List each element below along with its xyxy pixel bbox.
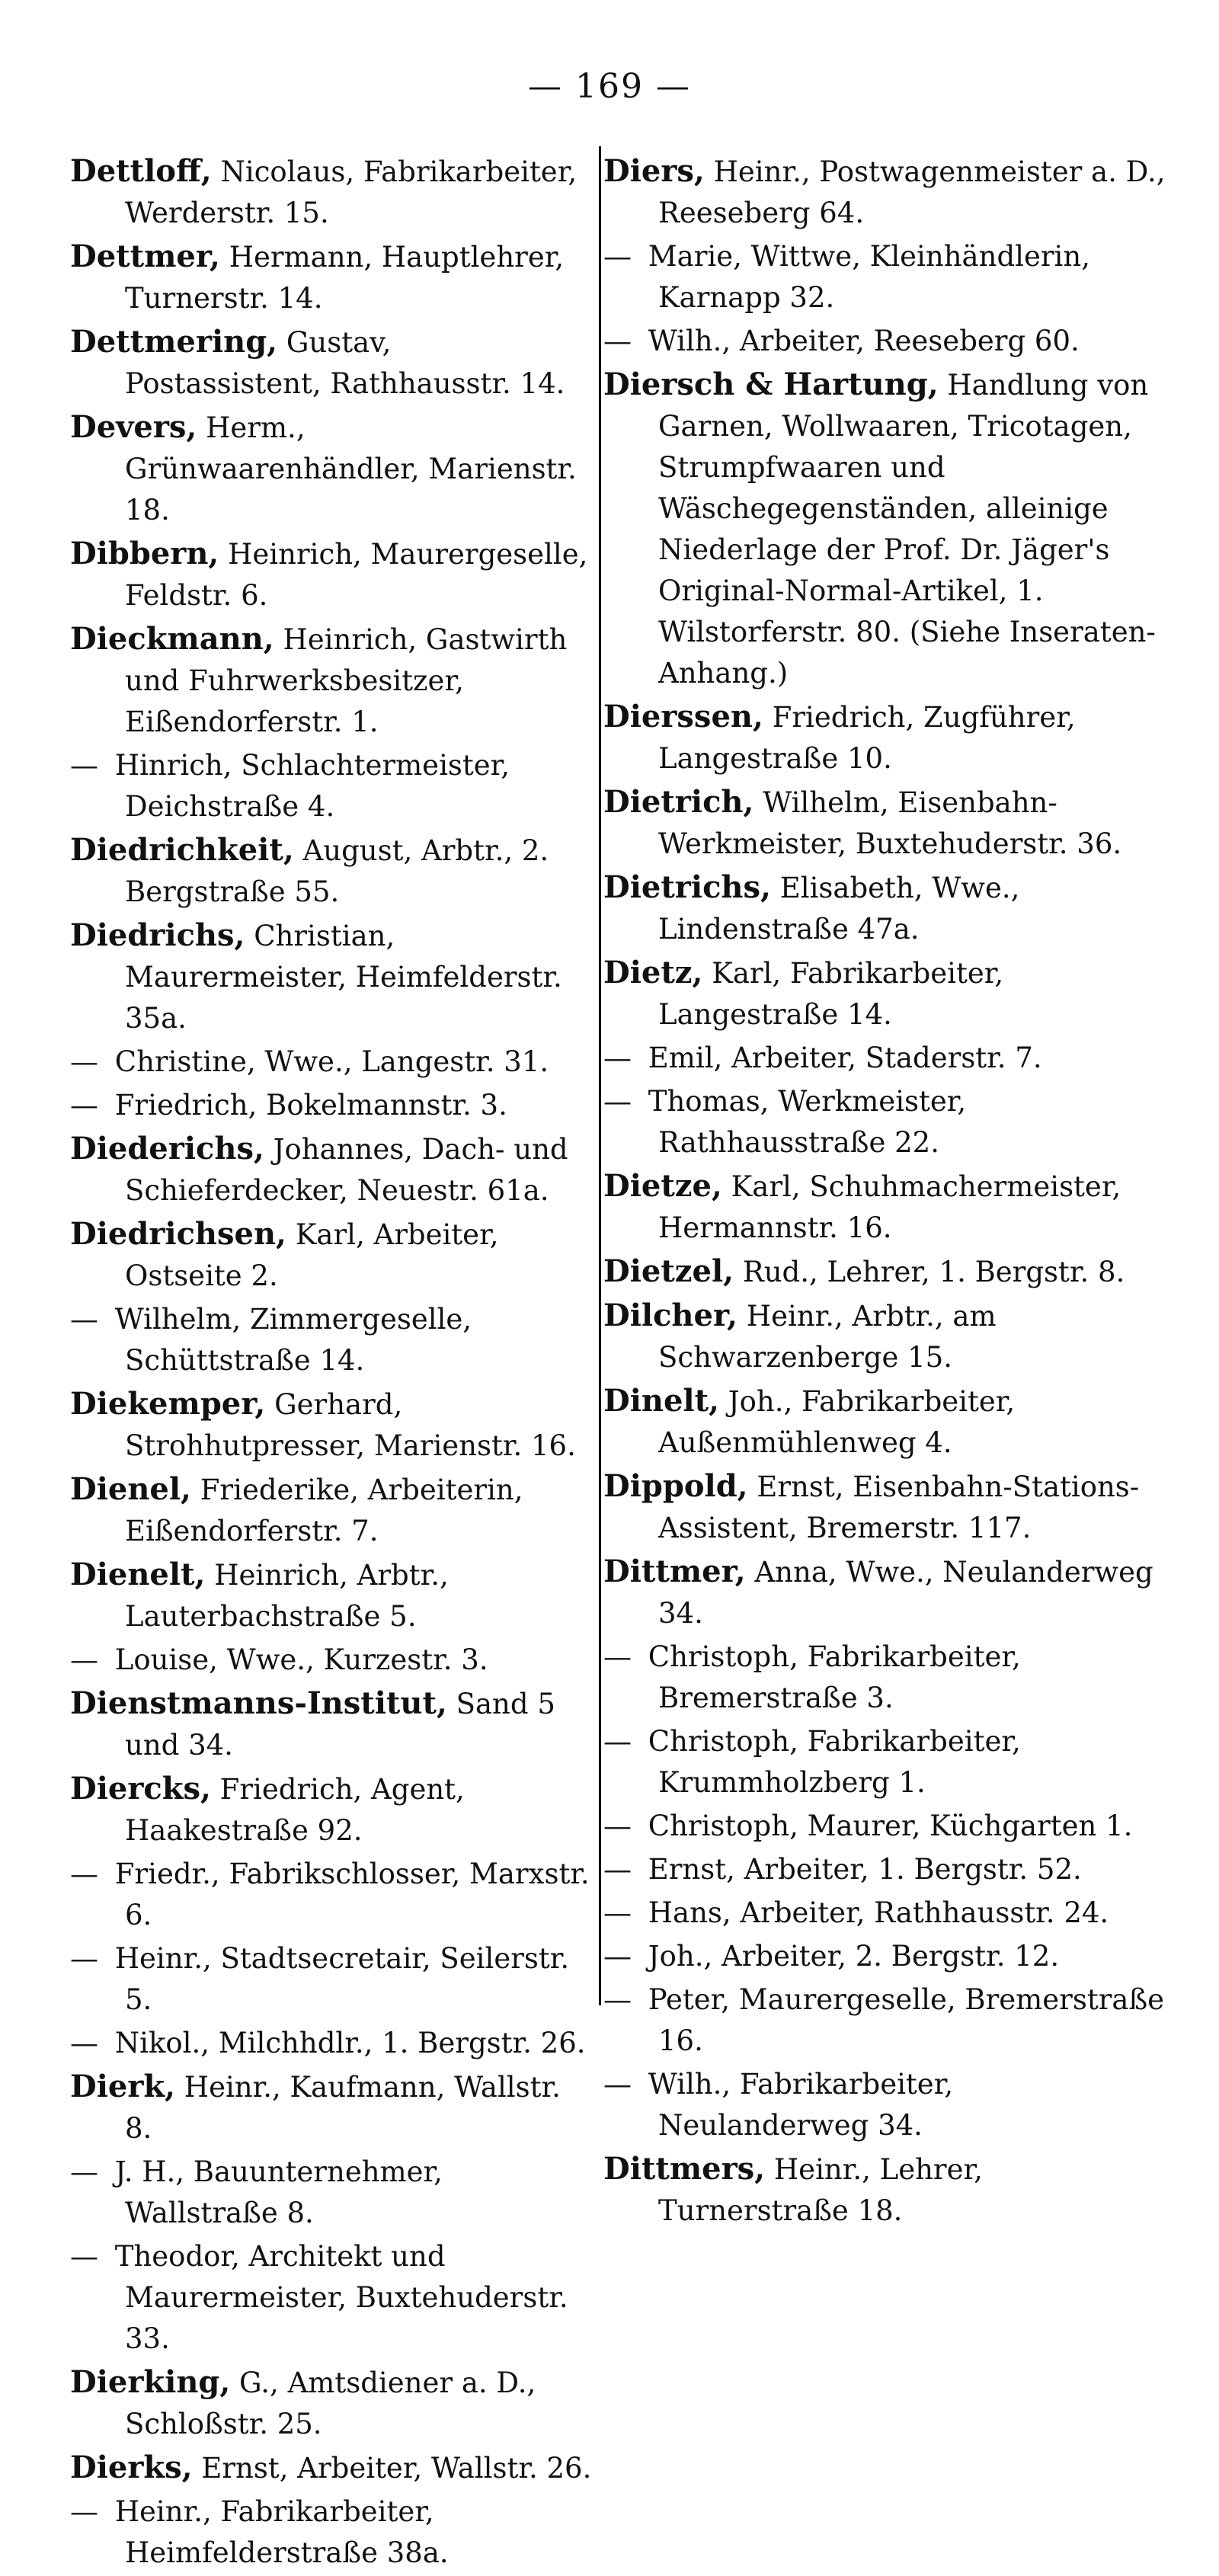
directory-entry bbox=[603, 2064, 1167, 2146]
directory-entry bbox=[70, 1554, 596, 1637]
ditto-dash: — bbox=[603, 1896, 632, 1929]
directory-entry bbox=[70, 1128, 596, 1211]
directory-entry bbox=[70, 2491, 596, 2574]
entry-details: Heinr., Fabrikarbeiter, Heimfelderstraße 38a. bbox=[106, 2495, 449, 2569]
entry-name: Dinelt, bbox=[603, 1383, 720, 1419]
directory-entry bbox=[603, 1038, 1167, 1079]
directory-entry bbox=[70, 1384, 596, 1467]
entry-details: Christoph, Maurer, Küchgarten 1. bbox=[639, 1810, 1133, 1842]
directory-entry bbox=[603, 1806, 1167, 1847]
entry-name: Dippold, bbox=[603, 1468, 748, 1504]
directory-entry bbox=[603, 151, 1167, 234]
entry-name: Dierk, bbox=[70, 2069, 176, 2104]
entry-details: Heinr., Postwagenmeister a. D., Reeseberg 64. bbox=[658, 155, 1166, 229]
directory-entry bbox=[70, 322, 596, 405]
directory-entry bbox=[70, 151, 596, 234]
entry-name: Dettmer, bbox=[70, 238, 220, 274]
ditto-dash: — bbox=[70, 1089, 98, 1122]
entry-name: Devers, bbox=[70, 409, 197, 445]
entry-details: Louise, Wwe., Kurzestr. 3. bbox=[106, 1643, 488, 1676]
entry-details: Hinrich, Schlachtermeister, Deichstraße 4. bbox=[106, 749, 510, 823]
entry-details: Sand 5 und 34. bbox=[125, 1688, 555, 1762]
ditto-dash: — bbox=[70, 1303, 98, 1336]
entry-details: Elisabeth, Wwe., Lindenstraße 47a. bbox=[658, 872, 1020, 946]
directory-entry bbox=[70, 1938, 596, 2021]
directory-entry bbox=[603, 1979, 1167, 2062]
entry-details: Christoph, Fabrikarbeiter, Bremerstraße 3. bbox=[639, 1640, 1021, 1714]
entry-details: Thomas, Werkmeister, Rathhausstraße 22. bbox=[639, 1085, 967, 1159]
directory-entry bbox=[603, 1721, 1167, 1803]
ditto-dash: — bbox=[70, 2240, 98, 2273]
entry-details: Nikol., Milchhdlr., 1. Bergstr. 26. bbox=[106, 2027, 586, 2059]
entry-name: Diercks, bbox=[70, 1771, 211, 1806]
entry-name: Dibbern, bbox=[70, 536, 219, 571]
directory-entry bbox=[70, 236, 596, 319]
directory-entry bbox=[603, 782, 1167, 865]
entry-name: Dilcher, bbox=[603, 1298, 738, 1333]
directory-entry bbox=[70, 1768, 596, 1851]
entry-details: Ernst, Arbeiter, 1. Bergstr. 52. bbox=[639, 1853, 1082, 1886]
directory-entry bbox=[70, 1640, 596, 1681]
entry-name: Dietrich, bbox=[603, 784, 754, 820]
entry-details: Friedrich, Zugführer, Langestraße 10. bbox=[658, 701, 1076, 775]
entry-details: Joh., Arbeiter, 2. Bergstr. 12. bbox=[639, 1940, 1060, 1973]
directory-entry bbox=[70, 533, 596, 616]
ditto-dash: — bbox=[70, 1858, 98, 1890]
entry-details: Friedrich, Agent, Haakestraße 92. bbox=[125, 1773, 465, 1847]
directory-entry bbox=[70, 1854, 596, 1936]
directory-entry bbox=[603, 696, 1167, 779]
directory-entry bbox=[70, 1299, 596, 1381]
entry-details: Heinrich, Gastwirth und Fuhrwerksbesitzer, Eißendorferstr. 1. bbox=[125, 623, 568, 738]
entry-details: Rud., Lehrer, 1. Bergstr. 8. bbox=[734, 1256, 1125, 1288]
entry-details: Friederike, Arbeiterin, Eißendorferstr. 7. bbox=[125, 1474, 523, 1547]
entry-name: Dienel, bbox=[70, 1471, 191, 1507]
directory-entry bbox=[603, 1081, 1167, 1163]
entry-details: Gustav, Postassistent, Rathhausstr. 14. bbox=[125, 326, 565, 400]
entry-details: August, Arbtr., 2. Bergstraße 55. bbox=[125, 834, 549, 908]
entry-name: Dietze, bbox=[603, 1168, 722, 1204]
ditto-dash: — bbox=[603, 1042, 632, 1074]
directory-entry bbox=[70, 745, 596, 827]
directory-entry bbox=[70, 2362, 596, 2445]
entry-details: J. H., Bauunternehmer, Wallstraße 8. bbox=[106, 2155, 443, 2229]
ditto-dash: — bbox=[603, 2068, 632, 2101]
directory-entry bbox=[603, 1893, 1167, 1934]
entry-details: Theodor, Architekt und Maurermeister, Buxtehuderstr. 33. bbox=[106, 2240, 568, 2355]
entry-details: Marie, Wittwe, Kleinhändlerin, Karnapp 32. bbox=[639, 240, 1090, 314]
entry-name: Dittmer, bbox=[603, 1554, 746, 1589]
entry-details: Handlung von Garnen, Wollwaaren, Tricotagen, Strumpfwaaren und Wäschegegenständen, alleinige Niederlage der Prof. Dr. Jäger's Original-Normal-Artikel, 1. Wilstorferstr. 80. (Siehe Inseraten-Anhang.) bbox=[658, 369, 1156, 690]
ditto-dash: — bbox=[603, 1725, 632, 1758]
entry-details: Herm., Grünwaarenhändler, Marienstr. 18. bbox=[125, 411, 577, 526]
directory-entry bbox=[70, 1214, 596, 1297]
entry-details: G., Amtsdiener a. D., Schloßstr. 25. bbox=[125, 2366, 536, 2440]
directory-entry bbox=[603, 1637, 1167, 1719]
entry-details: Wilhelm, Zimmergeselle, Schüttstraße 14. bbox=[106, 1303, 472, 1377]
right-column bbox=[603, 151, 1167, 2234]
entry-name: Dietzel, bbox=[603, 1253, 734, 1289]
left-column bbox=[70, 151, 596, 2576]
entry-details: Hans, Arbeiter, Rathhausstr. 24. bbox=[639, 1896, 1109, 1929]
entry-details: Karl, Arbeiter, Ostseite 2. bbox=[125, 1218, 499, 1292]
entry-name: Dienstmanns-Institut, bbox=[70, 1685, 447, 1721]
entry-name: Diers, bbox=[603, 153, 705, 189]
directory-entry bbox=[70, 619, 596, 743]
directory-entry bbox=[70, 1469, 596, 1552]
entry-details: Heinr., Lehrer, Turnerstraße 18. bbox=[658, 2153, 983, 2227]
directory-entry bbox=[603, 321, 1167, 362]
entry-name: Diedrichs, bbox=[70, 917, 245, 953]
entry-name: Dierks, bbox=[70, 2450, 193, 2485]
entry-details: Johannes, Dach- und Schieferdecker, Neuestr. 61a. bbox=[125, 1133, 568, 1207]
directory-entry bbox=[603, 1466, 1167, 1549]
directory-entry bbox=[603, 1551, 1167, 1634]
entry-details: Heinr., Arbtr., am Schwarzenberge 15. bbox=[658, 1300, 997, 1374]
directory-entry bbox=[70, 2023, 596, 2064]
entry-name: Dettmering, bbox=[70, 324, 278, 360]
entry-name: Dierking, bbox=[70, 2364, 231, 2400]
entry-details: Anna, Wwe., Neulanderweg 34. bbox=[658, 1556, 1153, 1630]
entry-details: Heinr., Stadtsecretair, Seilerstr. 5. bbox=[106, 1942, 570, 2016]
directory-entry bbox=[70, 2447, 596, 2489]
entry-details: Ernst, Eisenbahn-Stations-Assistent, Bremerstr. 117. bbox=[658, 1470, 1140, 1544]
entry-details: Friedrich, Bokelmannstr. 3. bbox=[106, 1089, 507, 1122]
entry-details: Karl, Fabrikarbeiter, Langestraße 14. bbox=[658, 957, 1004, 1031]
ditto-dash: — bbox=[603, 1085, 632, 1118]
entry-details: Heinrich, Arbtr., Lauterbachstraße 5. bbox=[125, 1559, 449, 1633]
entry-name: Diederichs, bbox=[70, 1131, 264, 1166]
entry-name: Dienelt, bbox=[70, 1557, 206, 1592]
directory-entry bbox=[603, 867, 1167, 950]
directory-entry bbox=[603, 236, 1167, 318]
entry-name: Dierssen, bbox=[603, 699, 763, 734]
directory-entry bbox=[70, 1085, 596, 1126]
directory-entry bbox=[603, 1251, 1167, 1293]
entry-name: Dietrichs, bbox=[603, 869, 771, 905]
entry-details: Christoph, Fabrikarbeiter, Krummholzberg 1. bbox=[639, 1725, 1021, 1799]
directory-entry bbox=[70, 915, 596, 1039]
directory-entry bbox=[603, 364, 1167, 694]
entry-name: Dittmers, bbox=[603, 2151, 766, 2187]
directory-entry bbox=[70, 407, 596, 531]
directory-entry bbox=[70, 1042, 596, 1083]
directory-entry bbox=[603, 1381, 1167, 1464]
directory-entry bbox=[70, 2152, 596, 2234]
entry-details: Ernst, Arbeiter, Wallstr. 26. bbox=[192, 2452, 592, 2485]
entry-name: Dettloff, bbox=[70, 153, 212, 189]
entry-name: Diedrichsen, bbox=[70, 1216, 286, 1252]
ditto-dash: — bbox=[603, 1640, 632, 1673]
entry-details: Peter, Maurergeselle, Bremerstraße 16. bbox=[639, 1983, 1165, 2057]
directory-entry bbox=[70, 830, 596, 913]
ditto-dash: — bbox=[603, 1983, 632, 2016]
ditto-dash: — bbox=[70, 2155, 98, 2188]
entry-details: Heinrich, Maurergeselle, Feldstr. 6. bbox=[125, 538, 588, 612]
entry-details: Friedr., Fabrikschlosser, Marxstr. 6. bbox=[106, 1858, 590, 1931]
ditto-dash: — bbox=[70, 2495, 98, 2528]
entry-name: Diekemper, bbox=[70, 1386, 266, 1422]
entry-details: Hermann, Hauptlehrer, Turnerstr. 14. bbox=[125, 241, 565, 315]
ditto-dash: — bbox=[70, 1045, 98, 1078]
entry-details: Christine, Wwe., Langestr. 31. bbox=[106, 1045, 549, 1078]
entry-name: Dietz, bbox=[603, 955, 703, 990]
ditto-dash: — bbox=[603, 1940, 632, 1973]
ditto-dash: — bbox=[603, 240, 632, 273]
directory-entry bbox=[603, 1295, 1167, 1378]
ditto-dash: — bbox=[70, 749, 98, 782]
entry-name: Dieckmann, bbox=[70, 621, 274, 657]
ditto-dash: — bbox=[603, 1810, 632, 1842]
entry-details: Karl, Schuhmachermeister, Hermannstr. 16. bbox=[658, 1170, 1121, 1244]
entry-details: Wilhelm, Eisenbahn-Werkmeister, Buxtehuderstr. 36. bbox=[658, 786, 1122, 860]
ditto-dash: — bbox=[70, 1942, 98, 1975]
directory-entry bbox=[603, 1936, 1167, 1977]
entry-details: Gerhard, Strohhutpresser, Marienstr. 16. bbox=[125, 1388, 576, 1462]
entry-details: Nicolaus, Fabrikarbeiter, Werderstr. 15. bbox=[125, 155, 578, 229]
directory-entry bbox=[603, 1166, 1167, 1249]
directory-entry bbox=[603, 2149, 1167, 2232]
entry-details: Heinr., Kaufmann, Wallstr. 8. bbox=[125, 2071, 561, 2145]
page-number: — 169 — bbox=[528, 67, 691, 106]
directory-entry bbox=[70, 2066, 596, 2149]
entry-details: Christian, Maurermeister, Heimfelderstr. 35a. bbox=[125, 920, 562, 1035]
directory-entry bbox=[603, 952, 1167, 1035]
ditto-dash: — bbox=[70, 2027, 98, 2059]
entry-name: Diersch & Hartung, bbox=[603, 366, 939, 402]
directory-entry bbox=[70, 1683, 596, 1766]
directory-entry bbox=[70, 2236, 596, 2360]
column-divider bbox=[599, 146, 601, 2005]
entry-name: Diedrichkeit, bbox=[70, 832, 294, 868]
ditto-dash: — bbox=[603, 325, 632, 357]
ditto-dash: — bbox=[70, 1643, 98, 1676]
entry-details: Joh., Fabrikarbeiter, Außenmühlenweg 4. bbox=[658, 1385, 1016, 1459]
entry-details: Wilh., Fabrikarbeiter, Neulanderweg 34. bbox=[639, 2068, 954, 2142]
directory-entry bbox=[603, 1849, 1167, 1890]
ditto-dash: — bbox=[603, 1853, 632, 1886]
entry-details: Wilh., Arbeiter, Reeseberg 60. bbox=[639, 325, 1080, 357]
entry-details: Emil, Arbeiter, Staderstr. 7. bbox=[639, 1042, 1042, 1074]
